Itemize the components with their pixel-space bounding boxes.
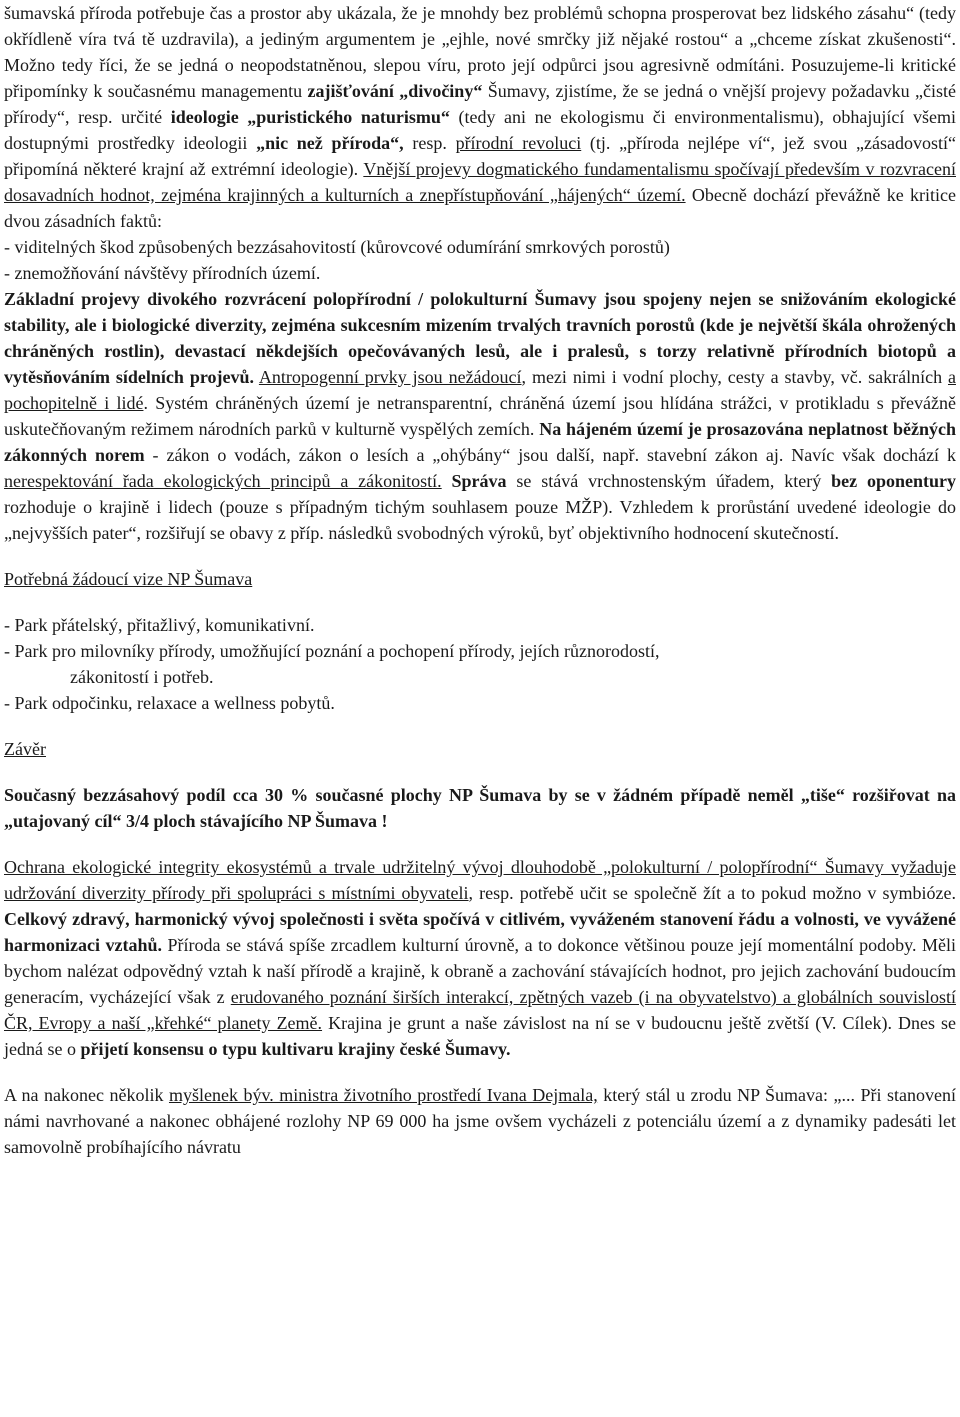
list-item: - Park pro milovníky přírody, umožňující poznání a pochopení přírody, jejích různorodostí, <box>4 641 660 661</box>
list-item: - znemožňování návštěvy přírodních území. <box>4 263 321 283</box>
paragraph-quotes: A na nakonec několik myšlenek býv. ministra životního prostředí Ivana Dejmala, který stál u zrodu NP Šumava: „... Při stanovení námi navrhované a nakonec obhájené rozlohy NP 69 000 ha jsme ovšem vycházeli z potenciálu území a z dynamiky padesáti let samovolně probíhajícího návratu <box>4 1085 956 1157</box>
underlined-phrase: nerespektování řada ekologických principů a zákonitostí. <box>4 471 442 491</box>
bold-term: zajišťování „divočiny“ <box>307 81 483 101</box>
bold-term: Správa <box>451 471 507 491</box>
underlined-phrase: myšlenek býv. ministra životního prostředí Ivana Dejmala, <box>168 1085 598 1105</box>
paragraph-disruption: Základní projevy divokého rozvrácení polopřírodní / polokulturní Šumavy jsou spojeny nejen se snižováním ekologické stability, ale i biologické diverzity, zejména sukcesním mizením trvalých travních porostů (kde je největší škála ohrožených chráněných rostlin), devastací někdejších opečovávaných lesů, ale i pralesů, s torzy relativně přírodních biotopů a vytěsňováním sídelních projevů. Antropogenní prvky jsou nežádoucí, mezi nimi i vodní plochy, cesty a stavby, vč. sakrálních a pochopitelně i lidé. Systém chráněných území je netransparentní, chráněná území jsou hlídána strážci, v protikladu s převážně uskutečňovaným režimem národních parků v kulturně vyspělých zemích. Na hájeném území je prosazována neplatnost běžných zákonných norem - zákon o vodách, zákon o lesích a „ohýbány“ jsou další, např. stavební zákon aj. Navíc však dochází k nerespektování řada ekologických principů a zákonitostí. Správa se stává vrchnostenským úřadem, který bez oponentury rozhoduje o krajině i lidech (pouze s případným tichým souhlasem pouze MŽP). Vzhledem k prorůstání uvedené ideologie do „nejvyšších pater“, rozšiřují se obavy z příp. následků svobodných výroků, byť objektivního hodnocení skutečností. <box>4 289 956 543</box>
bold-statement: Základní projevy divokého rozvrácení polopřírodní / polokulturní Šumavy jsou spojeny nejen se snižováním ekologické stability, ale i biologické diverzity, zejména sukcesním mizením trvalých travních porostů (kde je největší škála ohrožených chráněných rostlin), devastací někdejších opečovávaných lesů, ale i pralesů, s torzy relativně přírodních biotopů a vytěsňováním sídelních projevů. <box>4 289 956 387</box>
list-item: - Park přátelský, přitažlivý, komunikativní. <box>4 615 315 635</box>
underlined-phrase: Antropogenní prvky jsou nežádoucí <box>258 367 522 387</box>
bold-term: ideologie „puristického naturismu“ <box>170 107 450 127</box>
underlined-phrase: Vnější projevy dogmatického fundamentalismu spočívají především v rozvracení dosavadních hodnot, zejména krajinných a kulturních a znepřístupňování „hájených“ území. <box>4 159 956 205</box>
underlined-phrase: přírodní revoluci <box>455 133 582 153</box>
paragraph-protection: Ochrana ekologické integrity ekosystémů a trvale udržitelný vývoj dlouhodobě „polokulturní / polopřírodní“ Šumavy vyžaduje udržování diverzity přírody při spolupráci s místními obyvateli, resp. potřebě učit se společně žít a to pokud možno v symbióze. Celkový zdravý, harmonický vývoj společnosti i světa spočívá v citlivém, vyváženém stanovení řádu a volnosti, ve vyvážené harmonizaci vztahů. Příroda se stává spíše zrcadlem kulturní úrovně, a to dokonce většinou pouze její momentální podoby. Měli bychom nalézat odpovědný vztah k naší přírodě a krajině, k obraně a zachování stávajících hodnot, pro jejich zachování budoucím generacím, vycházející však z erudovaného poznání širších interakcí, zpětných vazeb (i na obyvatelstvo) a globálních souvislostí ČR, Evropy a naší „křehké“ planety Země. Krajina je grunt a naše závislost na ní se v budoucnu ještě zvětší (V. Cílek). Dnes se jedná se o přijetí konsensu o typu kultivaru krajiny české Šumavy. <box>4 857 957 1059</box>
bold-statement: Na hájeném území je prosazována neplatnost běžných zákonných norem <box>4 419 956 465</box>
bold-statement: Celkový zdravý, harmonický vývoj společnosti i světa spočívá v citlivém, vyváženém stanovení řádu a volnosti, ve vyvážené harmonizaci vztahů. <box>4 909 956 955</box>
section-heading-vision: Potřebná žádoucí vize NP Šumava <box>4 569 253 589</box>
bold-term: bez oponentury <box>831 471 956 491</box>
paragraph-ideology: šumavská příroda potřebuje čas a prostor aby ukázala, že je mnohdy bez problémů schopna prosperovat bez lidského zásahu“ (tedy okřídleně víra tvá tě uzdravila), a jediným argumentem je „ejhle, nové smrčky již nějaké rostou“ a „chceme získat zkušenosti“. Možno tedy říci, že se jedná o neopodstatněnou, slepou víru, proto její odpůrci jsou agresivně odmítáni. Posuzujeme-li kritické připomínky k současnému managementu zajišťování „divočiny“ Šumavy, zjistíme, že se jedná o vnější projevy požadavku „čisté přírody“, resp. určité ideologie „puristického naturismu“ (tedy ani ne ekologismu či environmentalismu), obhajující všemi dostupnými prostředky ideologii „nic než příroda“, resp. přírodní revoluci (tj. „příroda nejlépe ví“, jež svou „zásadovostí“ připomíná některé krajní až extrémní ideologie). Vnější projevy dogmatického fundamentalismu spočívají především v rozvracení dosavadních hodnot, zejména krajinných a kulturních a znepřístupňování „hájených“ území. Obecně dochází převážně ke kritice dvou zásadních faktů: <box>4 3 957 231</box>
bold-statement: přijetí konsensu o typu kultivaru krajiny české Šumavy. <box>80 1039 511 1059</box>
bold-term: „nic než příroda“, <box>256 133 404 153</box>
conclusion-statement: Současný bezzásahový podíl cca 30 % současné plochy NP Šumava by se v žádném případě neměl „tiše“ rozšiřovat na „utajovaný cíl“ 3/4 ploch stávajícího NP Šumava ! <box>4 785 956 831</box>
list-item: - viditelných škod způsobených bezzásahovitostí (kůrovcové odumírání smrkových porostů) <box>4 237 670 257</box>
underlined-phrase: Ochrana ekologické integrity ekosystémů a trvale udržitelný vývoj dlouhodobě „polokulturní / polopřírodní“ Šumavy vyžaduje udržování diverzity přírody při spolupráci s místními obyvateli <box>4 857 956 903</box>
list-item-continuation: zákonitostí i potřeb. <box>70 667 214 687</box>
list-item: - Park odpočinku, relaxace a wellness pobytů. <box>4 693 335 713</box>
underlined-phrase: a pochopitelně i lidé <box>4 367 956 413</box>
underlined-phrase: erudovaného poznání širších interakcí, zpětných vazeb (i na obyvatelstvo) a globálních souvislostí ČR, Evropy a naší „křehké“ planety Země. <box>4 987 957 1033</box>
section-heading-conclusion: Závěr <box>4 739 46 759</box>
